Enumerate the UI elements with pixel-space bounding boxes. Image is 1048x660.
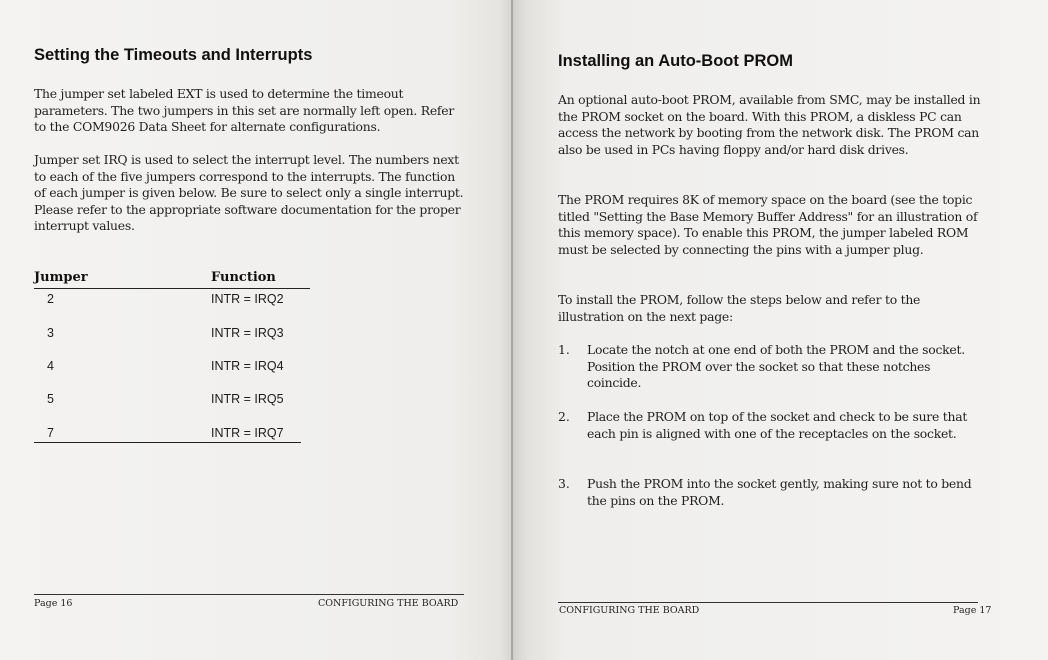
function-cell: INTR = IRQ4 — [211, 359, 284, 373]
jumper-cell: 2 — [47, 292, 54, 306]
function-cell: INTR = IRQ3 — [211, 326, 284, 340]
right-page-title: Installing an Auto-Boot PROM — [558, 52, 793, 70]
step-number: 3. — [558, 476, 570, 491]
right-footer-title: CONFIGURING THE BOARD — [559, 605, 700, 616]
step-text: Locate the notch at one end of both the PROM and the socket. Position the PROM over the socket so that these notches coincide. — [587, 342, 965, 390]
jumper-cell: 5 — [47, 392, 54, 406]
function-cell: INTR = IRQ2 — [211, 292, 284, 306]
left-footer-title: CONFIGURING THE BOARD — [318, 598, 459, 609]
step-number: 1. — [558, 342, 570, 357]
left-footer-page-number: Page 16 — [34, 598, 73, 609]
left-page-title: Setting the Timeouts and Interrupts — [34, 46, 313, 64]
right-footer-rule — [558, 602, 978, 603]
book-spine — [511, 0, 513, 660]
right-para-memory: The PROM requires 8K of memory space on the board (see the topic titled "Setting the Base Memory Buffer Address" for an illustration of this memory space). To enable this PROM, the jumper labeled ROM must be selected by connecting the pins with a jumper plug. — [558, 192, 978, 257]
right-para-intro: An optional auto-boot PROM, available from SMC, may be installed in the PROM socket on the board. With this PROM, a diskless PC can access the network by booting from the network disk. The PROM can also be used in PCs having floppy and/or hard disk drives. — [558, 92, 981, 157]
jumper-table-header-function: Function — [211, 270, 276, 285]
right-para-install: To install the PROM, follow the steps below and refer to the illustration on the next page: — [558, 292, 921, 324]
function-cell: INTR = IRQ7 — [211, 426, 284, 440]
jumper-table-bottom-rule — [34, 442, 301, 443]
jumper-cell: 4 — [47, 359, 54, 373]
jumper-cell: 3 — [47, 326, 54, 340]
left-footer-rule — [34, 594, 464, 595]
jumper-table-header-jumper: Jumper — [34, 270, 88, 285]
spine-shadow — [500, 0, 528, 660]
step-number: 2. — [558, 409, 570, 424]
function-cell: INTR = IRQ5 — [211, 392, 284, 406]
left-para-irq: Jumper set IRQ is used to select the interrupt level. The numbers next to each of the five jumpers correspond to the interrupts. The function of each jumper is given below. Be sure to select only a single interrupt. Please refer to the appropriate software documentation for the proper interrupt values. — [34, 152, 464, 233]
left-para-timeouts: The jumper set labeled EXT is used to determine the timeout parameters. The two jumpers in this set are normally left open. Refer to the COM9026 Data Sheet for alternate configurations. — [34, 86, 455, 134]
jumper-table-header-rule — [34, 288, 310, 289]
step-text: Push the PROM into the socket gently, making sure not to bend the pins on the PROM. — [587, 476, 972, 508]
jumper-cell: 7 — [47, 426, 54, 440]
step-text: Place the PROM on top of the socket and check to be sure that each pin is aligned with one of the receptacles on the socket. — [587, 409, 968, 441]
right-footer-page-number: Page 17 — [953, 605, 992, 616]
